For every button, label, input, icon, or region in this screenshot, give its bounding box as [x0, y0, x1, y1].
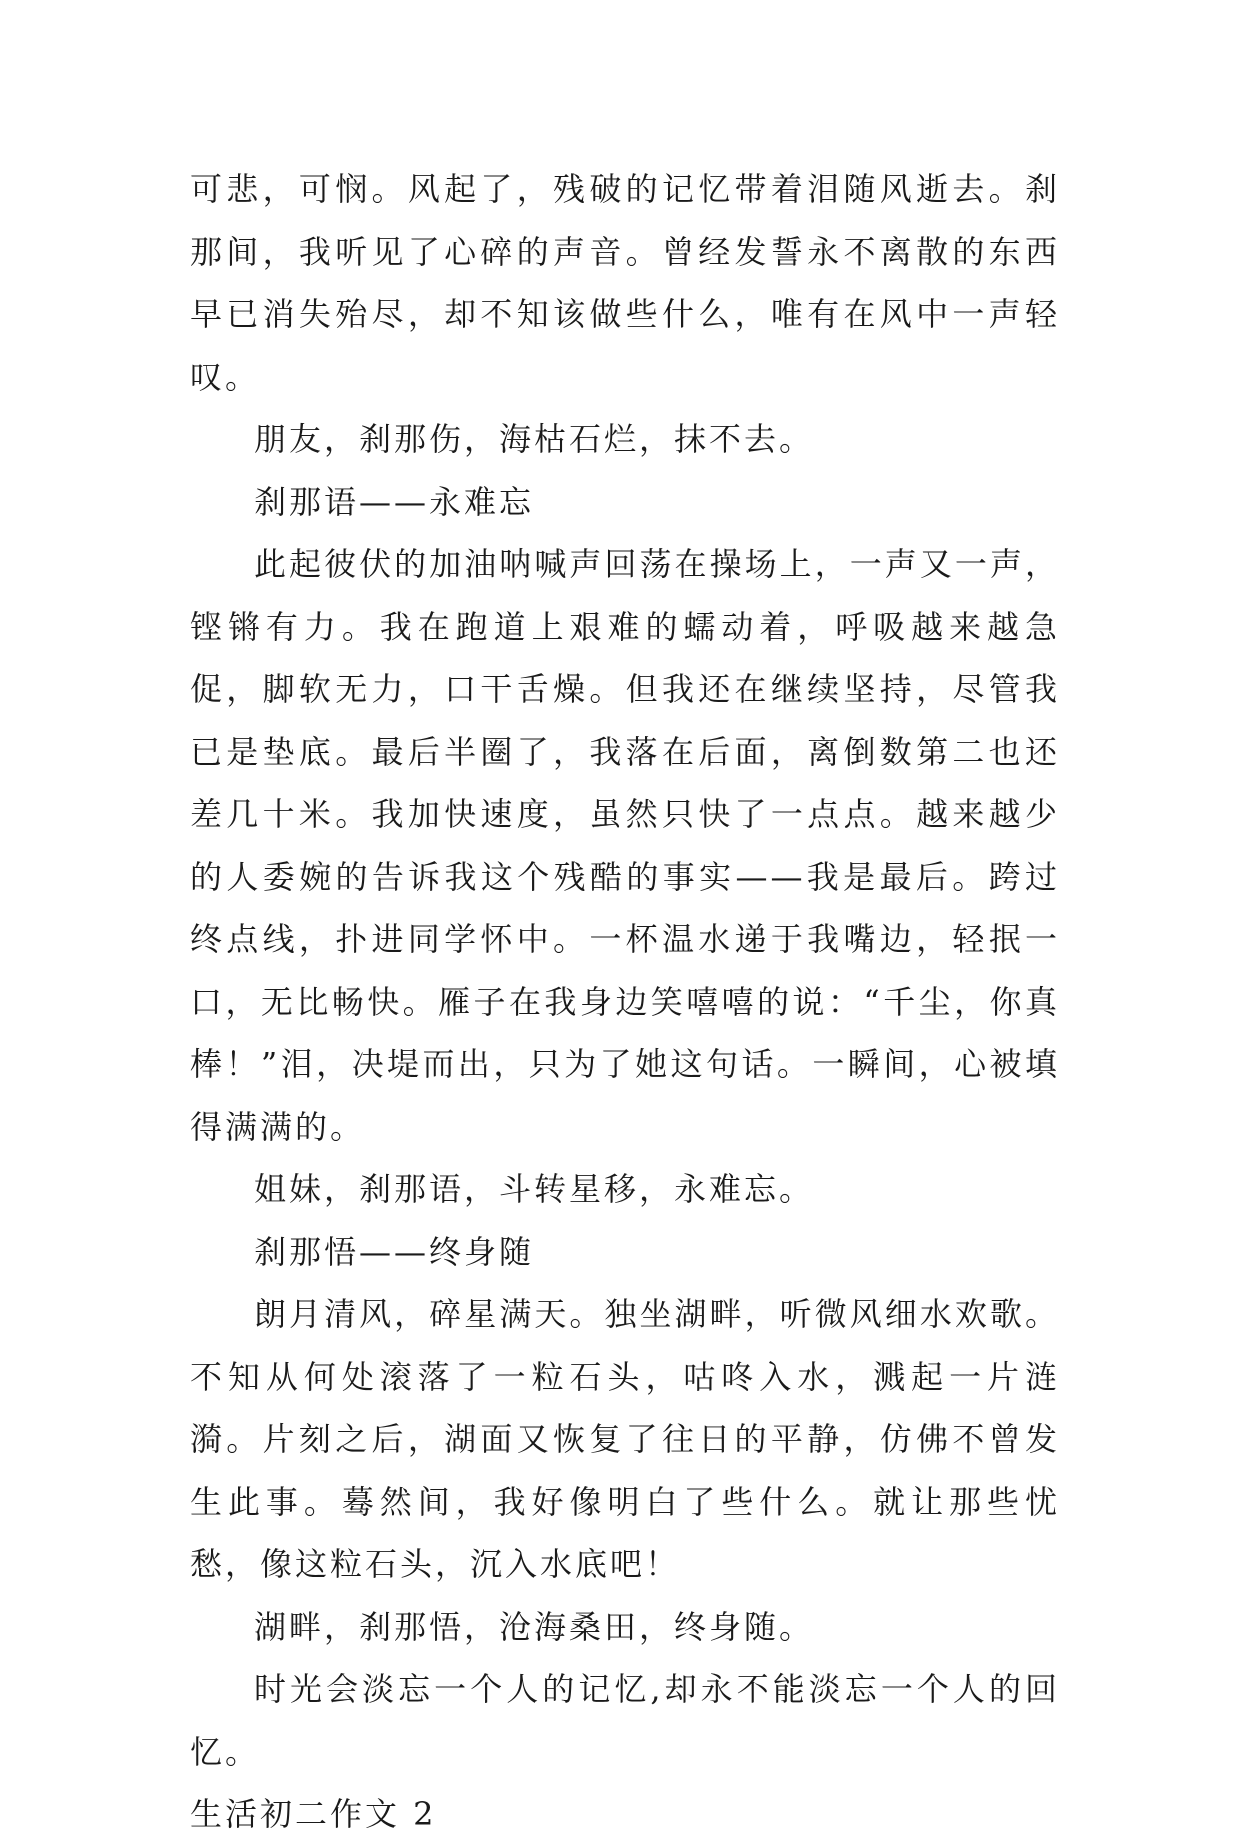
- paragraph-race: 此起彼伏的加油呐喊声回荡在操场上，一声又一声，铿锵有力。我在跑道上艰难的蠕动着，呼吸越来越急促，脚软无力，口干舌燥。但我还在继续坚持，尽管我已是垫底。最后半圈了，我落在后面，离倒数第二也还差几十米。我加快速度，虽然只快了一点点。越来越少的人委婉的告诉我这个残酷的事实——我是最后。跨过终点线，扑进同学怀中。一杯温水递于我嘴边，轻抿一口，无比畅快。雁子在我身边笑嘻嘻的说：“千尘，你真棒！”泪，决堤而出，只为了她这句话。一瞬间，心被填得满满的。: [190, 545, 1060, 1146]
- paragraph-sister-summary: 姐妹，刹那语，斗转星移，永难忘。: [254, 1170, 815, 1208]
- paragraph-friend-summary: 朋友，刹那伤，海枯石烂，抹不去。: [254, 420, 815, 458]
- section-heading-words: 刹那语——永难忘: [254, 482, 535, 521]
- paragraph-lake: 朗月清风，碎星满天。独坐湖畔，听微风细水欢歌。不知从何处滚落了一粒石头，咕咚入水，溅起一片涟漪。片刻之后，湖面又恢复了往日的平静，仿佛不曾发生此事。蓦然间，我好像明白了些什么。就让那些忧愁，像这粒石头，沉入水底吧！: [190, 1295, 1060, 1583]
- section-heading-insight: 刹那悟——终身随: [254, 1232, 535, 1271]
- paragraph-conclusion: 时光会淡忘一个人的记忆,却永不能淡忘一个人的回忆。: [190, 1670, 1060, 1771]
- essay-title: 生活初二作文 2: [190, 1795, 437, 1833]
- paragraph-lake-summary: 湖畔，刹那悟，沧海桑田，终身随。: [254, 1607, 815, 1646]
- paragraph-continuation: 可悲，可悯。风起了，残破的记忆带着泪随风逝去。刹那间，我听见了心碎的声音。曾经发誓永不离散的东西早已消失殆尽，却不知该做些什么，唯有在风中一声轻叹。: [190, 170, 1060, 396]
- document-body: [190, 158, 1060, 1846]
